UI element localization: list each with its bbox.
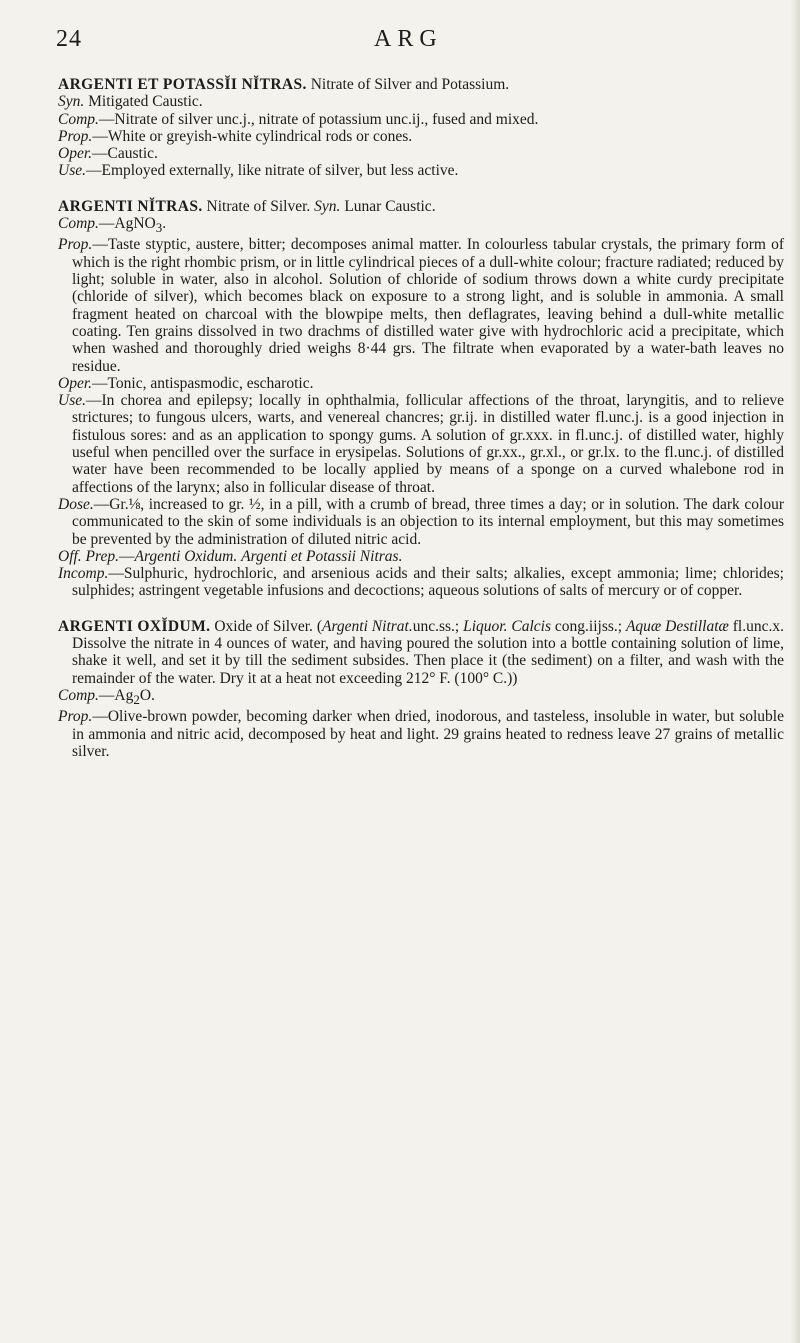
entry-argenti-et-potassii-nitras <box>58 76 784 180</box>
comp-text: —Nitrate of silver unc.j., nitrate of potassium unc.ij., fused and mixed. <box>98 110 539 128</box>
syn-label: Syn. <box>314 197 341 215</box>
incomp-label: Incomp. <box>58 565 109 583</box>
comp-label: Comp. <box>58 215 99 233</box>
comp-text: —Ag <box>98 686 134 704</box>
entry-headline <box>58 76 784 93</box>
dose-text: —Gr.⅛, increased to gr. ½, in a pill, with a crumb of bread, three times a day; or in solution. The dark colour communicated to the skin of some individuals is an objection to its internal employment, but this may sometimes be prevented by the administration of diluted nitric acid. <box>72 495 784 548</box>
offprep-dash: — <box>119 547 135 565</box>
properties-line <box>58 128 784 145</box>
prop-label: Prop. <box>58 127 93 145</box>
oper-label: Oper. <box>58 145 93 163</box>
ingredient-name: Liquor. Calcis <box>463 617 551 635</box>
composition-line <box>58 111 784 128</box>
syn-text: Mitigated Caustic. <box>88 93 203 111</box>
comp-label: Comp. <box>58 686 99 704</box>
synonym-line <box>58 93 784 110</box>
use-line <box>58 392 784 496</box>
english-name: Nitrate of Silver. <box>206 197 311 215</box>
use-text: —In chorea and epilepsy; locally in ophthalmia, follicular affections of the throat, laryngitis, and to relieve strictures; to fungous ulcers, warts, and venereal chancres; gr.ij. in distilled water fl.unc.j. is a good injection in fistulous sores: and as an application to spongy gums. A solution of gr.xxx. in fl.unc.j. of distilled water, highly useful when pencilled over the surface in erysipelas. Solutions of gr.xx., gr.xl., or gr.lx. to the fl.unc.j. of distilled water have been recommended to be locally applied by means of a sponge on a curved whalebone rod in affections of the larynx; also in follicular disease of throat. <box>72 392 784 496</box>
offprep-label: Off. Prep. <box>58 547 119 565</box>
comp-text: —AgNO <box>98 215 156 233</box>
headword: ARGENTI NĬTRAS. <box>58 197 203 215</box>
page-number: 24 <box>56 26 82 52</box>
english-name: Nitrate of Silver and Potassium. <box>310 76 510 93</box>
comp-subscript: 2 <box>133 691 140 707</box>
section-heading: ARG <box>374 26 443 52</box>
paren-open: ( <box>316 617 322 635</box>
use-line <box>58 162 784 179</box>
prop-label: Prop. <box>58 708 93 726</box>
properties-line <box>58 236 784 374</box>
composition-line <box>58 215 784 236</box>
offprep-item: Argenti et Potassii Nitras. <box>241 547 403 565</box>
comp-label: Comp. <box>58 110 99 128</box>
page-edge-shadow <box>790 0 800 1343</box>
syn-text: Lunar Caustic. <box>344 197 436 215</box>
prop-label: Prop. <box>58 236 93 254</box>
ingredient-name: Aquæ Destillatæ <box>625 617 729 635</box>
ingredient-amount: unc.ss.; <box>412 617 460 635</box>
prop-text: —White or greyish-white cylindrical rods or cones. <box>92 127 413 145</box>
entry-headline <box>58 618 784 687</box>
oper-text: —Caustic. <box>92 145 158 163</box>
operation-line <box>58 375 784 392</box>
entry-argenti-nitras <box>58 198 784 600</box>
ingredient-amount: fl.unc.x. <box>732 617 784 635</box>
ingredient-name: Argenti Nitrat. <box>322 617 413 635</box>
oper-text: —Tonic, antispasmodic, escharotic. <box>92 374 314 392</box>
comp-end: O. <box>139 686 155 704</box>
entry-argenti-oxidum <box>58 618 784 760</box>
use-label: Use. <box>58 162 86 180</box>
official-preparations-line <box>58 548 784 565</box>
composition-line <box>58 687 784 708</box>
dose-label: Dose. <box>58 495 94 513</box>
syn-label: Syn. <box>58 93 85 111</box>
comp-subscript: 3 <box>155 220 163 236</box>
ingredient-amount: cong.iijss.; <box>554 617 623 635</box>
oper-label: Oper. <box>58 374 93 392</box>
offprep-item: Argenti Oxidum. <box>134 547 238 565</box>
properties-line <box>58 708 784 760</box>
headword: ARGENTI OXĬDUM. <box>58 617 211 635</box>
method-text: Dissolve the nitrate in 4 ounces of water, and having poured the solution into a bottle containing solution of lime, shake it well, and set it by till the sediment subsides. Then place it (the sediment) on a filter, and wash with the remainder of the water. Dry it at a heat not exceeding 212° F. (100° C.)) <box>72 635 784 687</box>
dose-line <box>58 496 784 548</box>
dictionary-content <box>58 76 784 778</box>
english-name: Oxide of Silver. <box>214 617 313 635</box>
operation-line <box>58 145 784 162</box>
entry-headline <box>58 198 784 215</box>
comp-end: . <box>162 215 167 233</box>
incompatibles-line <box>58 565 784 600</box>
use-label: Use. <box>58 392 86 410</box>
running-head <box>56 26 760 56</box>
use-text: —Employed externally, like nitrate of silver, but less active. <box>85 162 459 180</box>
incomp-text: —Sulphuric, hydrochloric, and arsenious acids and their salts; alkalies, except ammonia; lime; chlorides; sulphides; astringent vegetable infusions and decoctions; aqueous solutions of salts of mercury or of copper. <box>72 565 784 600</box>
prop-text: —Taste styptic, austere, bitter; decomposes animal matter. In colourless tabular crystals, the primary form of which is the right rhombic prism, or in little cylindrical pieces of a dull-white colour; fracture radiated; reduced by light; soluble in water, also in alcohol. Solution of chloride of sodium throws down a white curdy precipitate (chloride of silver), which becomes black on exposure to a strong light, and is soluble in ammonia. A small fragment heated on charcoal with the blowpipe melts, then deflagrates, leaving behind a dull-white metallic coating. Ten grains dissolved in two drachms of distilled water give with hydrochloric acid a precipitate, which when washed and thoroughly dried weighs 8·44 grs. The filtrate when evaporated by a water-bath leaves no residue. <box>72 236 784 375</box>
prop-text: —Olive-brown powder, becoming darker when dried, inodorous, and tasteless, insoluble in water, but soluble in ammonia and nitric acid, decomposed by heat and light. 29 grains heated to redness leave 27 grains of metallic silver. <box>72 708 784 760</box>
headword: ARGENTI ET POTASSĬI NĬTRAS. <box>58 76 307 93</box>
